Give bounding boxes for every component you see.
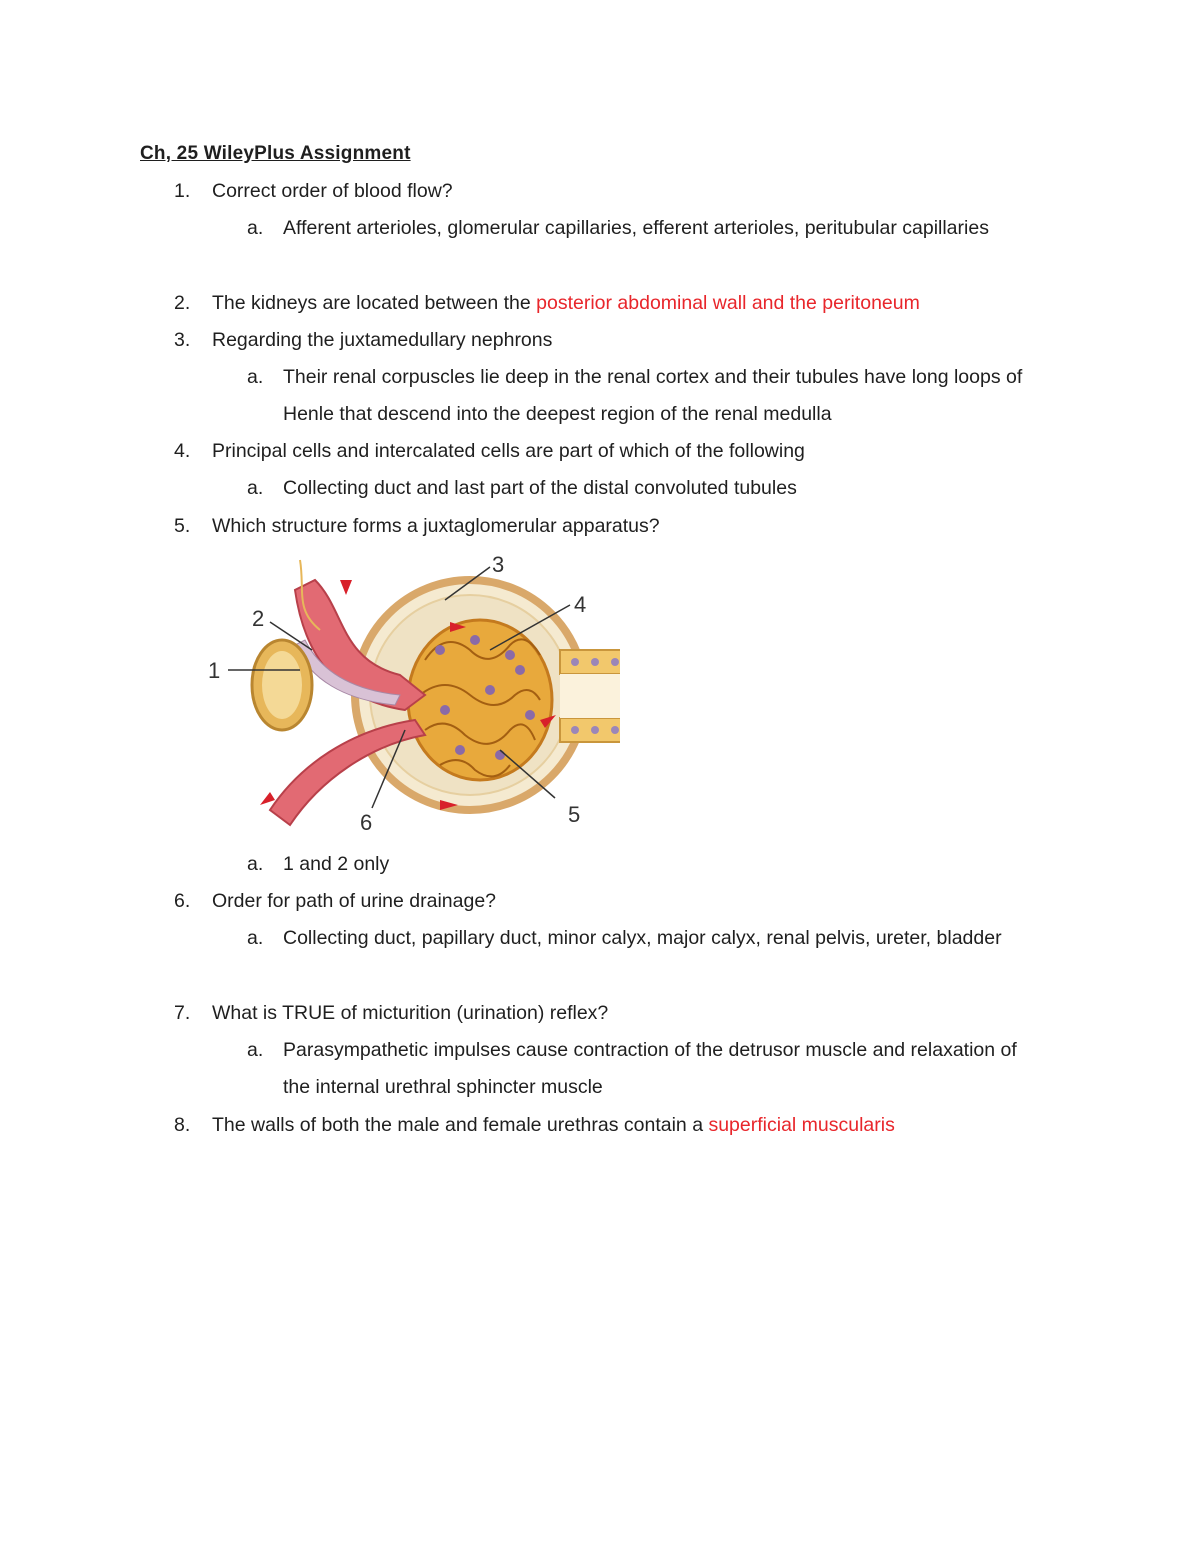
answer-letter: a. — [247, 477, 264, 499]
question-number: 5. — [174, 515, 191, 537]
question-1 — [174, 173, 453, 210]
question-text: What is TRUE of micturition (urination) reflex? — [212, 1002, 609, 1024]
question-number: 4. — [174, 440, 191, 462]
figure-label-6: 6 — [360, 810, 373, 835]
answer-text: Collecting duct and last part of the distal convoluted tubules — [283, 477, 797, 499]
answer-letter: a. — [247, 366, 264, 388]
question-text: The walls of both the male and female urethras contain a — [212, 1114, 709, 1136]
figure-label-3: 3 — [492, 552, 505, 577]
question-text: Order for path of urine drainage? — [212, 890, 497, 912]
tubule-lumen — [560, 674, 620, 718]
answer-1 — [247, 210, 1028, 247]
figure-label-4: 4 — [574, 592, 587, 617]
question-8 — [174, 1107, 895, 1144]
question-number: 2. — [174, 292, 191, 314]
answer-text: 1 and 2 only — [283, 853, 390, 875]
question-4 — [174, 433, 805, 470]
question-number: 3. — [174, 329, 191, 351]
answer-text: Their renal corpuscles lie deep in the renal cortex and their tubules have long loops of Henle that descend into the deepest region of the renal medulla — [283, 366, 1023, 425]
answer-7 — [247, 1032, 1028, 1106]
question-text: Principal cells and intercalated cells are part of which of the following — [212, 440, 805, 462]
answer-3 — [247, 359, 1028, 433]
question-text: Correct order of blood flow? — [212, 180, 453, 202]
question-number: 7. — [174, 1002, 191, 1024]
question-number: 1. — [174, 180, 191, 202]
answer-6 — [247, 920, 1028, 957]
answer-letter: a. — [247, 1039, 264, 1061]
question-text: The kidneys are located between the — [212, 292, 537, 314]
figure-label-5: 5 — [568, 802, 581, 827]
question-number: 8. — [174, 1114, 191, 1136]
figure-label-2: 2 — [252, 606, 265, 631]
answer-text: Afferent arterioles, glomerular capillaries, efferent arterioles, peritubular capillaries — [283, 217, 989, 239]
figure-label-1: 1 — [208, 658, 221, 683]
answer-5 — [247, 846, 1028, 883]
renal-corpuscle-illustration — [200, 550, 620, 840]
question-5 — [174, 508, 660, 545]
question-text: Which structure forms a juxtaglomerular apparatus? — [212, 515, 660, 537]
distal-tubule-lumen — [262, 651, 302, 719]
question-text: Regarding the juxtamedullary nephrons — [212, 329, 553, 351]
answer-text: Collecting duct, papillary duct, minor calyx, major calyx, renal pelvis, ureter, bladder — [283, 927, 1002, 949]
answer-4 — [247, 470, 1028, 507]
question-6 — [174, 883, 496, 920]
answer-inline-highlight: posterior abdominal wall and the peritoneum — [536, 292, 920, 314]
question-number: 6. — [174, 890, 191, 912]
question-3 — [174, 322, 552, 359]
renal-corpuscle-figure — [200, 550, 620, 840]
answer-inline-highlight: superficial muscularis — [708, 1114, 895, 1136]
answer-letter: a. — [247, 217, 264, 239]
answer-letter: a. — [247, 853, 264, 875]
question-7 — [174, 995, 608, 1032]
answer-text: Parasympathetic impulses cause contraction of the detrusor muscle and relaxation of the internal urethral sphincter muscle — [283, 1039, 1017, 1098]
page-title: Ch, 25 WileyPlus Assignment — [140, 143, 411, 164]
question-2 — [174, 285, 920, 322]
answer-letter: a. — [247, 927, 264, 949]
